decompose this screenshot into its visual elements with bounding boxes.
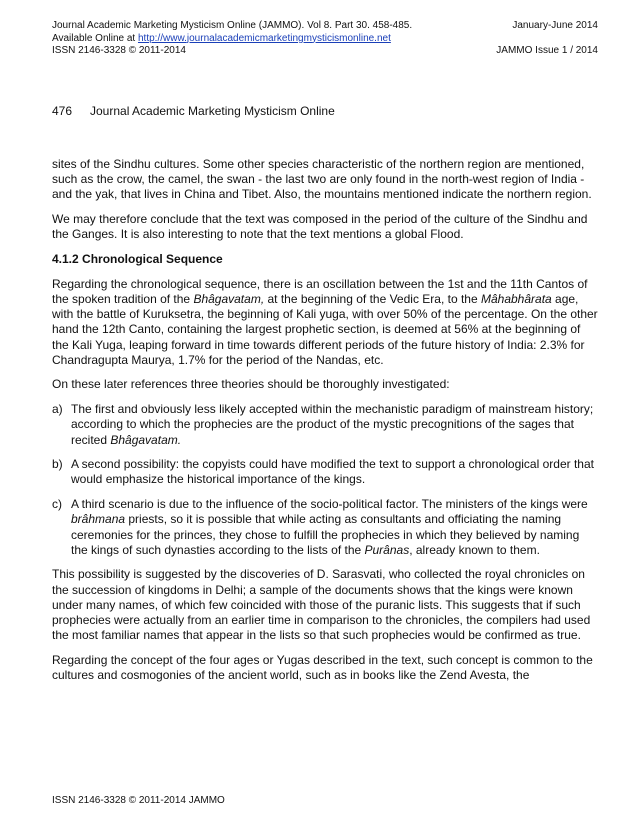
text-run: age, with the battle of Kuruksetra, the beginning of Kali yuga, with over 50% of the percentage. On the other hand the 12th Canto, containing the largest prophetic section, is deemed at 56% at the beginning of the Kali Yuga, leaping forward in time towards different periods of the future history of India: 2.3% for Chandragupta Maurya, 1.7% for the period of the Nandas, etc. (52, 291, 598, 367)
list-item-a (52, 402, 598, 448)
text-run: at the beginning of the Vedic Era, to the (264, 291, 481, 306)
list-item-c (52, 497, 598, 558)
text-run: The first and obviously less likely accepted within the mechanistic paradigm of mainstream history; according to which the prophecies are the product of the mystic precognitions of the sages that recited (71, 402, 594, 447)
running-head (52, 104, 335, 118)
issue-date: January-June 2014 (512, 20, 598, 31)
paragraph-sindhu-sites: sites of the Sindhu cultures. Some other species characteristic of the northern region are mentioned, such as the crow, the camel, the swan - the last two are only found in the north-west region of India - and the yak, that lives in China and Tibet. Also, the mountains mentioned indicate the northern region. (52, 157, 592, 202)
italic-term: Purânas (364, 542, 410, 557)
text-run: Regarding the chronological sequence, there is an oscillation between the 1st and the 11th Cantos of the spoken tradition of the (52, 276, 588, 306)
text-run: priests, so it is possible that while acting as consultants and officiating the naming ceremonies for the princes, they chose to fulfill the prophecies in which they believed by naming the kings of such dynasties according to the lists of the (71, 512, 580, 557)
list-text (71, 497, 598, 558)
paragraph-chronological-sequence (52, 277, 598, 368)
list-text (71, 402, 598, 448)
issn-text: ISSN 2146-3328 © 2011-2014 (52, 45, 186, 56)
paragraph-conclusion: We may therefore conclude that the text was composed in the period of the culture of the Sindhu and the Ganges. It is also interesting to note that the text mentions a global Flood. (52, 212, 588, 242)
list-label: b) (52, 457, 63, 472)
header-row-journal (52, 20, 598, 33)
page-number: 476 (52, 104, 73, 118)
section-heading: 4.1.2 Chronological Sequence (52, 252, 223, 267)
list-label: c) (52, 497, 62, 512)
italic-term: Mâhabhârata (480, 291, 552, 306)
page-header (52, 20, 598, 58)
paragraph-theories-intro: On these later references three theories should be thoroughly investigated: (52, 377, 450, 392)
paragraph-sarasvati: This possibility is suggested by the discoveries of D. Sarasvati, who collected the royal chronicles on the succession of kingdoms in Delhi; a sample of the documents shows that the kings were known under many names, of which few coincided with those of the puranic lists. This suggests that if such prophecies were actually from an earlier time in comparison to the chronicles, the compilers had used the most familiar names that appear in the lists so that such prophecies would be confirmed as true. (52, 567, 591, 643)
main-text (52, 157, 598, 693)
italic-term: Bhâgavatam. (110, 432, 182, 447)
journal-citation: Journal Academic Marketing Mysticism Online (JAMMO). Vol 8. Part 30. 458-485. (52, 20, 413, 31)
text-run: A third scenario is due to the influence of the socio-political factor. The ministers of the kings were (71, 497, 588, 512)
paragraph-yugas: Regarding the concept of the four ages or Yugas described in the text, such concept is common to the cultures and cosmogonies of the ancient world, such as in books like the Zend Avesta, the (52, 652, 593, 683)
list-item-b (52, 457, 598, 487)
italic-term: Bhâgavatam, (193, 291, 265, 306)
list-label: a) (52, 402, 63, 417)
running-head-title: Journal Academic Marketing Mysticism Online (90, 104, 335, 118)
list-text: A second possibility: the copyists could have modified the text to support a chronological order that would emphasize the historical importance of the kings. (71, 457, 594, 487)
italic-term: brâhmana (71, 512, 126, 527)
page-footer: ISSN 2146-3328 © 2011-2014 JAMMO (52, 795, 225, 806)
availability-prefix: Available Online at (52, 32, 138, 44)
issue-label: JAMMO Issue 1 / 2014 (496, 45, 598, 56)
header-row-issn (52, 45, 598, 58)
text-run: , already known to them. (409, 542, 540, 557)
journal-url-link[interactable]: http://www.journalacademicmarketingmysticismonline.net (137, 32, 391, 44)
header-row-online (52, 33, 598, 46)
availability-line (52, 33, 391, 46)
